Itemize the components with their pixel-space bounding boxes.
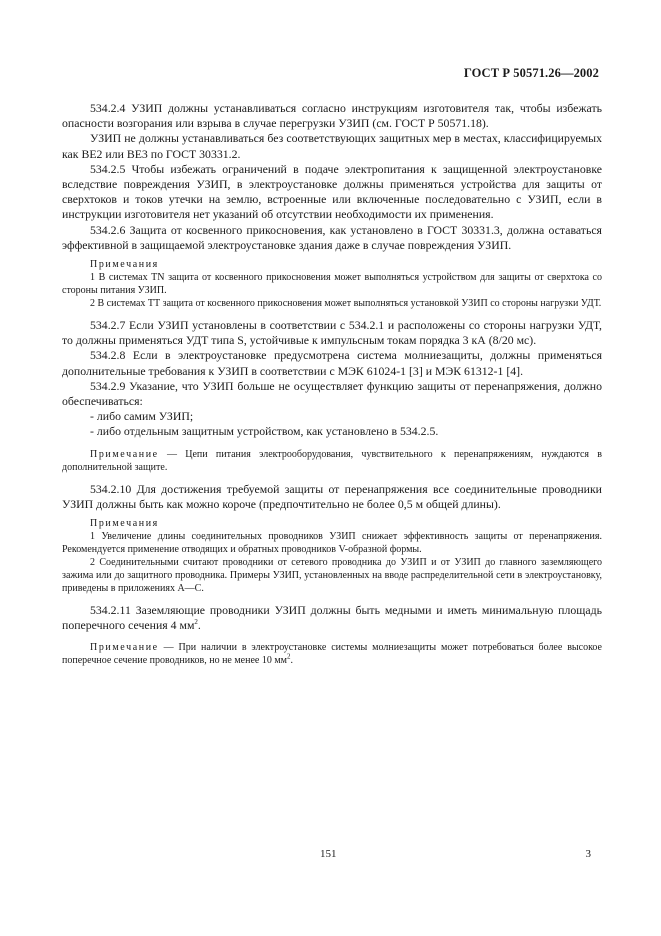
superscript: 2 xyxy=(194,618,198,627)
note-text: — При наличии в электроустановке системы молниезащиты может потребоваться более высокое поперечное сечение проводников, но не менее 10 мм xyxy=(62,642,602,667)
list-item: - либо самим УЗИП; xyxy=(90,409,194,424)
list-item: - либо отдельным защитным устройством, как установлено в 534.2.5. xyxy=(90,424,439,439)
paragraph-534-2-11 xyxy=(62,603,602,633)
paragraph-end: . xyxy=(197,618,201,633)
paragraph-534-2-7: 534.2.7 Если УЗИП установлены в соответствии с 534.2.1 и расположены со стороны нагрузки УДТ, то должны применяться УДТ типа S, устойчивые к импульсным токам порядка 3 кА (8/20 мс). xyxy=(62,318,602,348)
notes-title: Примечания xyxy=(90,518,159,530)
paragraph-text: 534.2.11 Заземляющие проводники УЗИП должны быть медными и иметь минимальную площадь поперечного сечения 4 мм xyxy=(62,603,602,633)
paragraph-534-2-4: 534.2.4 УЗИП должны устанавливаться согласно инструкциям изготовителя так, чтобы избежать опасности возгорания или взрыва в случае перегрузки УЗИП (см. ГОСТ Р 50571.18). xyxy=(62,101,602,131)
superscript: 2 xyxy=(287,653,291,662)
paragraph-534-2-5: 534.2.5 Чтобы избежать ограничений в подаче электропитания к защищенной электроустановке вследствие повреждения УЗИП, в электроустановке должны применяться устройства для защиты от сверхтоков и токов утечки на землю, встроенные или включенные последовательно с УЗИП, если в инструкции изготовителя нет указаний об отсутствии необходимости их применения. xyxy=(62,161,602,222)
document-body xyxy=(62,101,602,667)
paragraph-534-2-4-cont: УЗИП не должны устанавливаться без соответствующих защитных мер в местах, классифицируемых как ВЕ2 или ВЕ3 по ГОСТ 30331.2. xyxy=(62,131,602,161)
paragraph-534-2-8: 534.2.8 Если в электроустановке предусмотрена система молниезащиты, должны применяться дополнительные требования к УЗИП в соответствии с МЭК 61024-1 [3] и МЭК 61312-1 [4]. xyxy=(62,348,602,378)
paragraph-534-2-6: 534.2.6 Защита от косвенного прикосновения, как установлено в ГОСТ 30331.3, должна оставаться эффективной в защищаемой электроустановке здания даже в случае повреждения УЗИП. xyxy=(62,222,602,252)
page-number: 151 xyxy=(320,848,337,860)
note-item: 2 В системах ТТ защита от косвенного прикосновения может выполняться установкой УЗИП со стороны нагрузки УДТ. xyxy=(90,298,602,310)
note-inline xyxy=(62,641,602,667)
document-header: ГОСТ Р 50571.26—2002 xyxy=(463,66,599,80)
note-label: Примечание xyxy=(90,642,159,654)
paragraph-534-2-9: 534.2.9 Указание, что УЗИП больше не осуществляет функцию защиты от перенапряжения, должно обеспечиваться: xyxy=(62,378,602,409)
note-end: . xyxy=(290,655,294,667)
notes-title: Примечания xyxy=(90,259,159,271)
note-inline xyxy=(62,448,602,474)
note-item: 1 Увеличение длины соединительных проводников УЗИП снижает эффективность защиты от перенапряжения. Рекомендуется применение отводящих и обратных проводников V-образной формы. xyxy=(62,531,602,556)
paragraph-534-2-10: 534.2.10 Для достижения требуемой защиты от перенапряжения все соединительные проводники УЗИП должны быть как можно короче (предпочтительно не более 0,5 м общей длины). xyxy=(62,481,602,511)
note-item: 2 Соединительными считают проводники от сетевого проводника до УЗИП и от УЗИП до главного заземляющего зажима или до защитного проводника. Примеры УЗИП, установленных на вводе распределительной сети в электроустановку, приведены в приложениях А—С. xyxy=(62,557,602,595)
note-label: Примечание xyxy=(90,448,159,460)
note-item: 1 В системах TN защита от косвенного прикосновения может выполняться устройством для защиты от сверхтока со стороны питания УЗИП. xyxy=(62,272,602,297)
note-text: — Цепи питания электрооборудования, чувствительного к перенапряжениям, нуждаются в дополнительной защите. xyxy=(62,448,602,473)
sheet-number: 3 xyxy=(585,848,591,860)
